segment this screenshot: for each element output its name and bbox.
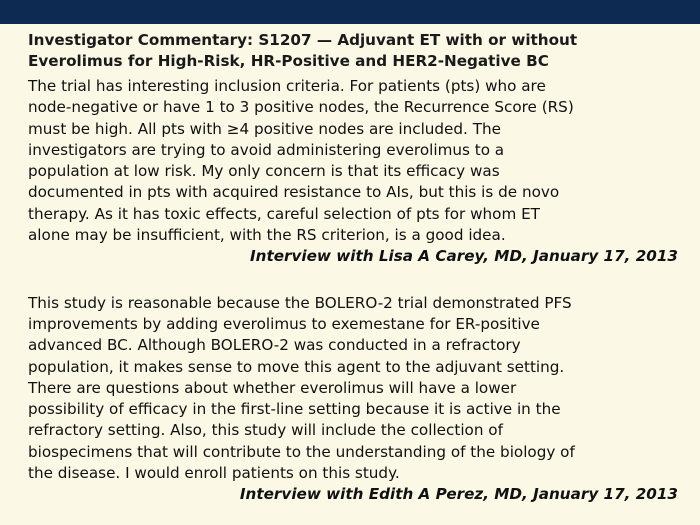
paragraph-line: the disease. I would enroll patients on this study. [28, 464, 400, 483]
attribution: Interview with Lisa A Carey, MD, January 17, 2013 [250, 247, 678, 266]
paragraph-line: refractory setting. Also, this study will include the collection of [28, 421, 503, 440]
commentary-paragraph [28, 293, 678, 485]
paragraph-line: node-negative or have 1 to 3 positive nodes, the Recurrence Score (RS) [28, 98, 574, 117]
paragraph-line: population, it makes sense to move this agent to the adjuvant setting. [28, 357, 565, 376]
paragraph-line: improvements by adding everolimus to exemestane for ER-positive [28, 314, 540, 333]
commentary-perez [28, 293, 678, 506]
paragraph-line: therapy. As it has toxic effects, careful selection of pts for whom ET [28, 204, 540, 223]
paragraph-line: possibility of efficacy in the first-line setting because it is active in the [28, 400, 561, 419]
paragraph-line: documented in pts with acquired resistance to AIs, but this is de novo [28, 183, 560, 202]
attribution: Interview with Edith A Perez, MD, January 17, 2013 [239, 485, 678, 504]
paragraph-line: investigators are trying to avoid administering everolimus to a [28, 140, 505, 159]
paragraph-line: This study is reasonable because the BOLERO-2 trial demonstrated PFS [28, 293, 572, 312]
paragraph-gap [28, 268, 678, 289]
title-line: Investigator Commentary: S1207 — Adjuvant ET with or without [28, 31, 578, 49]
paragraph-line: There are questions about whether everolimus will have a lower [28, 378, 517, 397]
slide-title [28, 30, 678, 72]
paragraph-line: must be high. All pts with ≥4 positive nodes are included. The [28, 119, 501, 138]
commentary-carey [28, 76, 678, 268]
title-line: Everolimus for High-Risk, HR-Positive and HER2-Negative BC [28, 52, 549, 70]
paragraph-line: The trial has interesting inclusion criteria. For patients (pts) who are [28, 77, 546, 95]
paragraph-line: alone may be insufficient, with the RS criterion, is a good idea. [28, 226, 506, 245]
paragraph-line: biospecimens that will contribute to the understanding of the biology of [28, 442, 575, 461]
paragraph-line: advanced BC. Although BOLERO-2 was conducted in a refractory [28, 336, 521, 355]
slide-content [28, 30, 678, 506]
header-bar [0, 0, 700, 24]
paragraph-line: population at low risk. My only concern is that its efficacy was [28, 162, 500, 181]
commentary-paragraph [28, 76, 678, 246]
